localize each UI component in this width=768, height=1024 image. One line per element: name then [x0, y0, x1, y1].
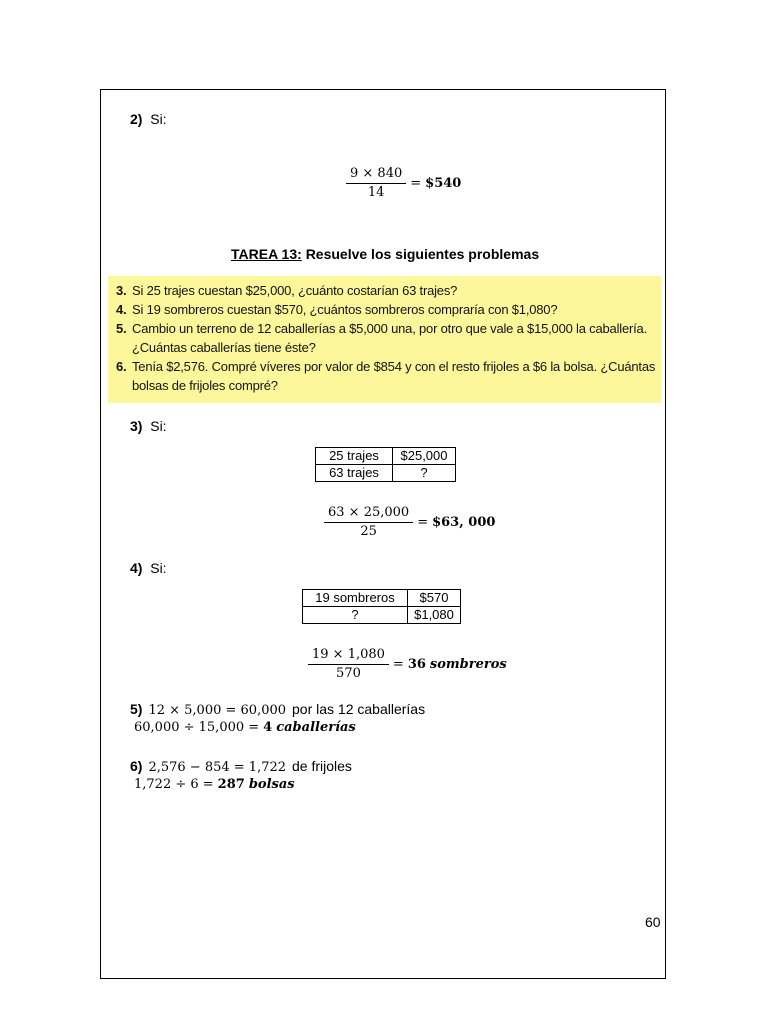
problem-4-label: 4) Si: [130, 560, 167, 576]
problem-5-line-1: 5) 12 × 5,000 = 60,000 por las 12 caballerías [130, 701, 426, 718]
fraction: $\frac{63 \times 25,000}{25}$ [324, 505, 413, 540]
table-cell: ? [393, 465, 456, 482]
table-cell: 63 trajes [316, 465, 393, 482]
problem-4-equation: $\frac{19 \times 1,080}{570}$ = 36 sombreros [308, 647, 507, 682]
problem-5-line-2: 60,000 ÷ 15,000 = 4 caballerías [134, 720, 356, 735]
problem-3-label: 3) Si: [130, 418, 167, 434]
task-problems-box [108, 276, 661, 403]
fraction: $\frac{9 \times 840}{14}$ [346, 166, 406, 201]
problem-6-line-2: 1,722 ÷ 6 = 287 bolsas [134, 777, 295, 792]
table-row [316, 465, 456, 482]
page-number: 60 [645, 914, 661, 930]
problem-3-table [315, 447, 456, 482]
table-cell: 19 sombreros [303, 590, 408, 607]
problem-2-label: 2) Si: [130, 111, 167, 127]
table-row [303, 590, 461, 607]
task-problem-6: 6. Tenía $2,576. Compré víveres por valor de $854 y con el resto frijoles a $6 la bolsa. ¿Cuántas bolsas de frijoles compré? [116, 359, 656, 393]
problem-4-table [302, 589, 461, 624]
task-problem-4: 4. Si 19 sombreros cuestan $570, ¿cuántos sombreros compraría con $1,080? [116, 302, 558, 317]
table-row [303, 607, 461, 624]
table-cell: ? [303, 607, 408, 624]
task-problem-5: 5. Cambio un terreno de 12 caballerías a $5,000 una, por otro que vale a $15,000 la caballería. ¿Cuántas caballerías tiene éste? [116, 321, 647, 355]
task-heading: TAREA 13: Resuelve los siguientes problemas [231, 246, 540, 262]
problem-2-equation: $\frac{9 \times 840}{14}$ = $540 [346, 166, 461, 201]
table-cell: $1,080 [408, 607, 461, 624]
table-cell: $570 [408, 590, 461, 607]
problem-6-line-1: 6) 2,576 − 854 = 1,722 de frijoles [130, 758, 352, 775]
table-cell: 25 trajes [316, 448, 393, 465]
problem-3-equation: $\frac{63 \times 25,000}{25}$ = $63, 000 [324, 505, 495, 540]
fraction: $\frac{19 \times 1,080}{570}$ [308, 647, 389, 682]
table-row [316, 448, 456, 465]
task-problem-3: 3. Si 25 trajes cuestan $25,000, ¿cuánto costarían 63 trajes? [116, 283, 458, 298]
table-cell: $25,000 [393, 448, 456, 465]
